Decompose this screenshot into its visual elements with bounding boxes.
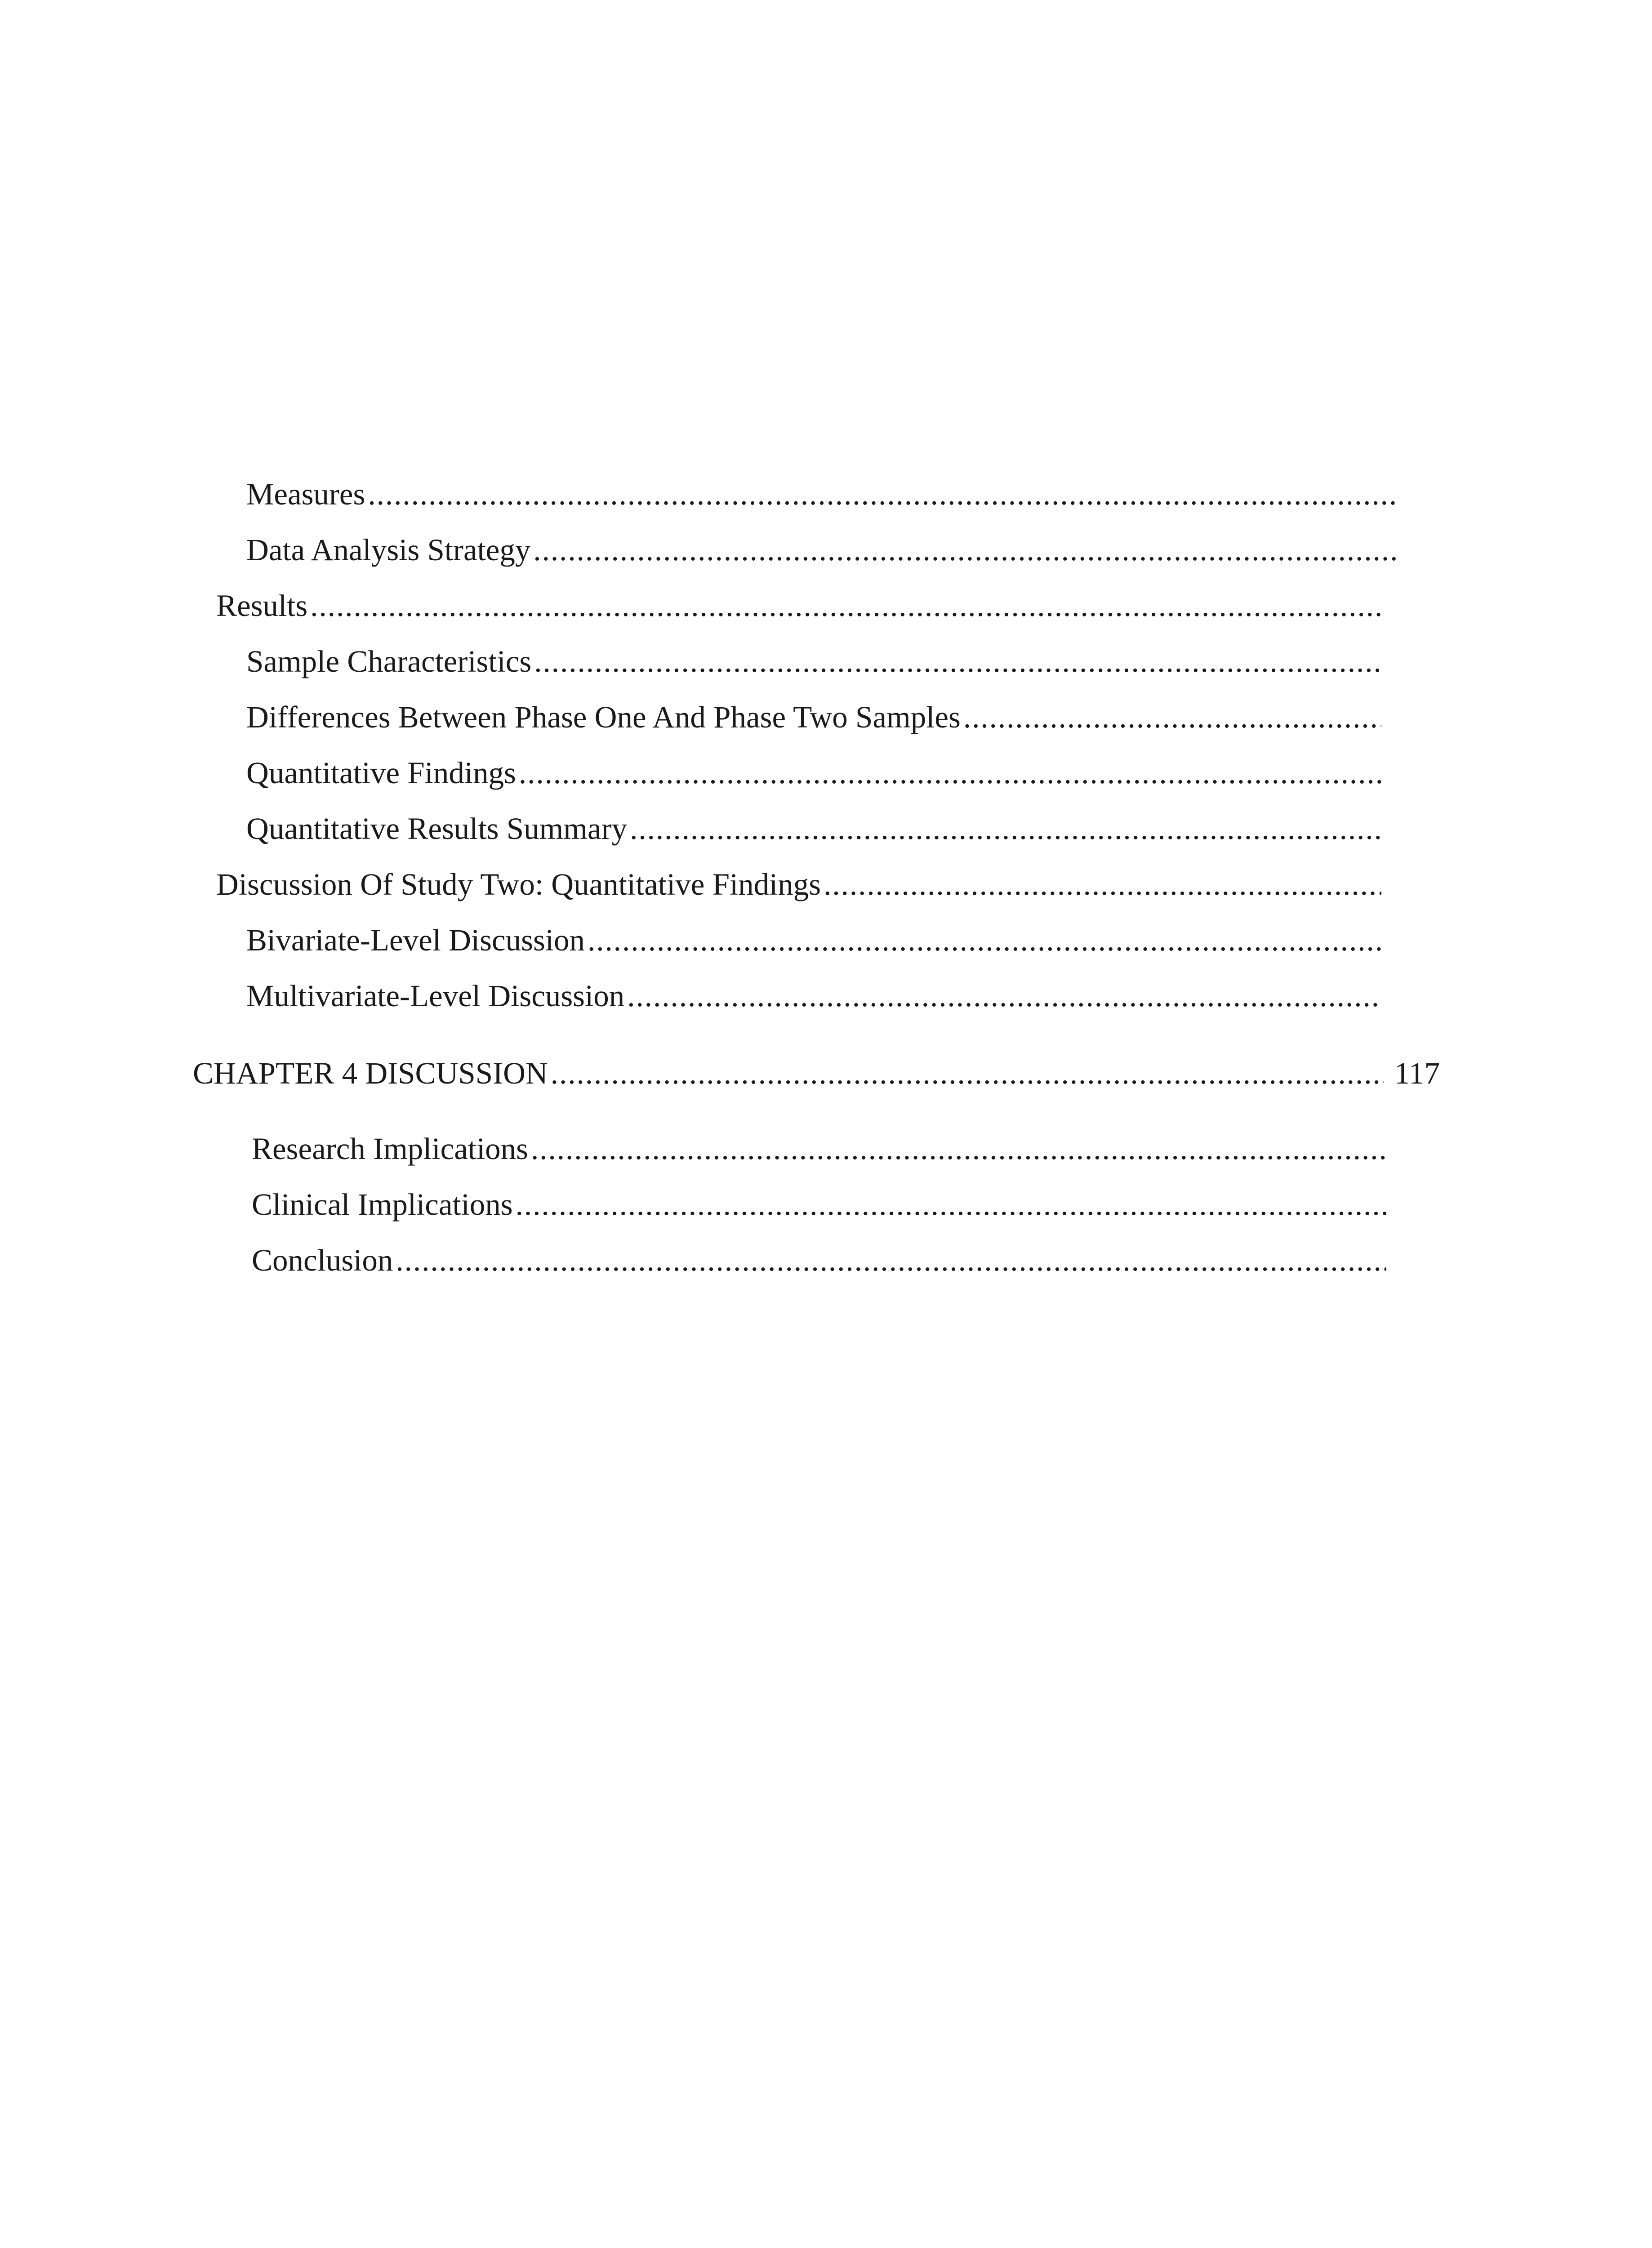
toc-entry-discussion-study-two — [216, 860, 1381, 909]
toc-entry-label: Sample Characteristics — [246, 644, 532, 678]
toc-entry-research-implications — [252, 1124, 1386, 1173]
toc-entry-label: Quantitative Results Summary — [246, 812, 628, 846]
dot-leader — [310, 581, 1381, 630]
toc-entry-label: CHAPTER 4 DISCUSSION — [193, 1056, 548, 1090]
toc-entry-label: Quantitative Findings — [246, 756, 516, 790]
toc-entry-clinical-implications — [252, 1180, 1386, 1229]
toc-entry-conclusion — [252, 1236, 1386, 1285]
toc-entry-label: Clinical Implications — [252, 1187, 513, 1222]
dot-leader — [551, 1048, 1384, 1098]
toc-entry-quantitative-results-summary — [246, 804, 1381, 853]
toc-entry-quantitative-findings — [246, 748, 1381, 798]
toc-entry-label: Results — [216, 589, 308, 623]
toc-entry-label: Data Analysis Strategy — [246, 533, 531, 567]
toc-entry-sample-characteristics — [246, 637, 1381, 686]
toc-entry-bivariate-discussion — [246, 915, 1381, 965]
dot-leader — [963, 692, 1381, 742]
toc-entry-measures — [246, 469, 1397, 519]
dot-leader — [588, 915, 1381, 965]
dot-leader — [533, 525, 1397, 575]
toc-entry-label: Differences Between Phase One And Phase Two Samples — [246, 700, 961, 734]
dot-leader — [531, 1124, 1386, 1173]
dot-leader — [630, 804, 1381, 853]
toc-entry-label: Measures — [246, 477, 365, 511]
dot-leader — [368, 469, 1397, 519]
toc-entry-label: Discussion Of Study Two: Quantitative Findings — [216, 867, 821, 901]
toc-entry-label: Research Implications — [252, 1132, 529, 1166]
toc-entry-phase-differences — [246, 692, 1381, 742]
toc-entry-label: Conclusion — [252, 1243, 393, 1277]
toc-entry-multivariate-discussion — [246, 971, 1381, 1021]
toc-page-number: 117 — [1394, 1056, 1440, 1090]
toc-entry-label: Bivariate-Level Discussion — [246, 923, 585, 957]
dot-leader — [534, 637, 1381, 686]
toc-entry-results — [216, 581, 1381, 630]
toc-entry-label: Multivariate-Level Discussion — [246, 979, 625, 1013]
dot-leader — [627, 971, 1381, 1021]
dot-leader — [516, 1180, 1386, 1229]
toc-entry-data-analysis-strategy — [246, 525, 1397, 575]
dot-leader — [396, 1236, 1386, 1285]
dot-leader — [519, 748, 1381, 798]
toc-entry-chapter-4 — [193, 1048, 1440, 1098]
dot-leader — [824, 860, 1381, 909]
